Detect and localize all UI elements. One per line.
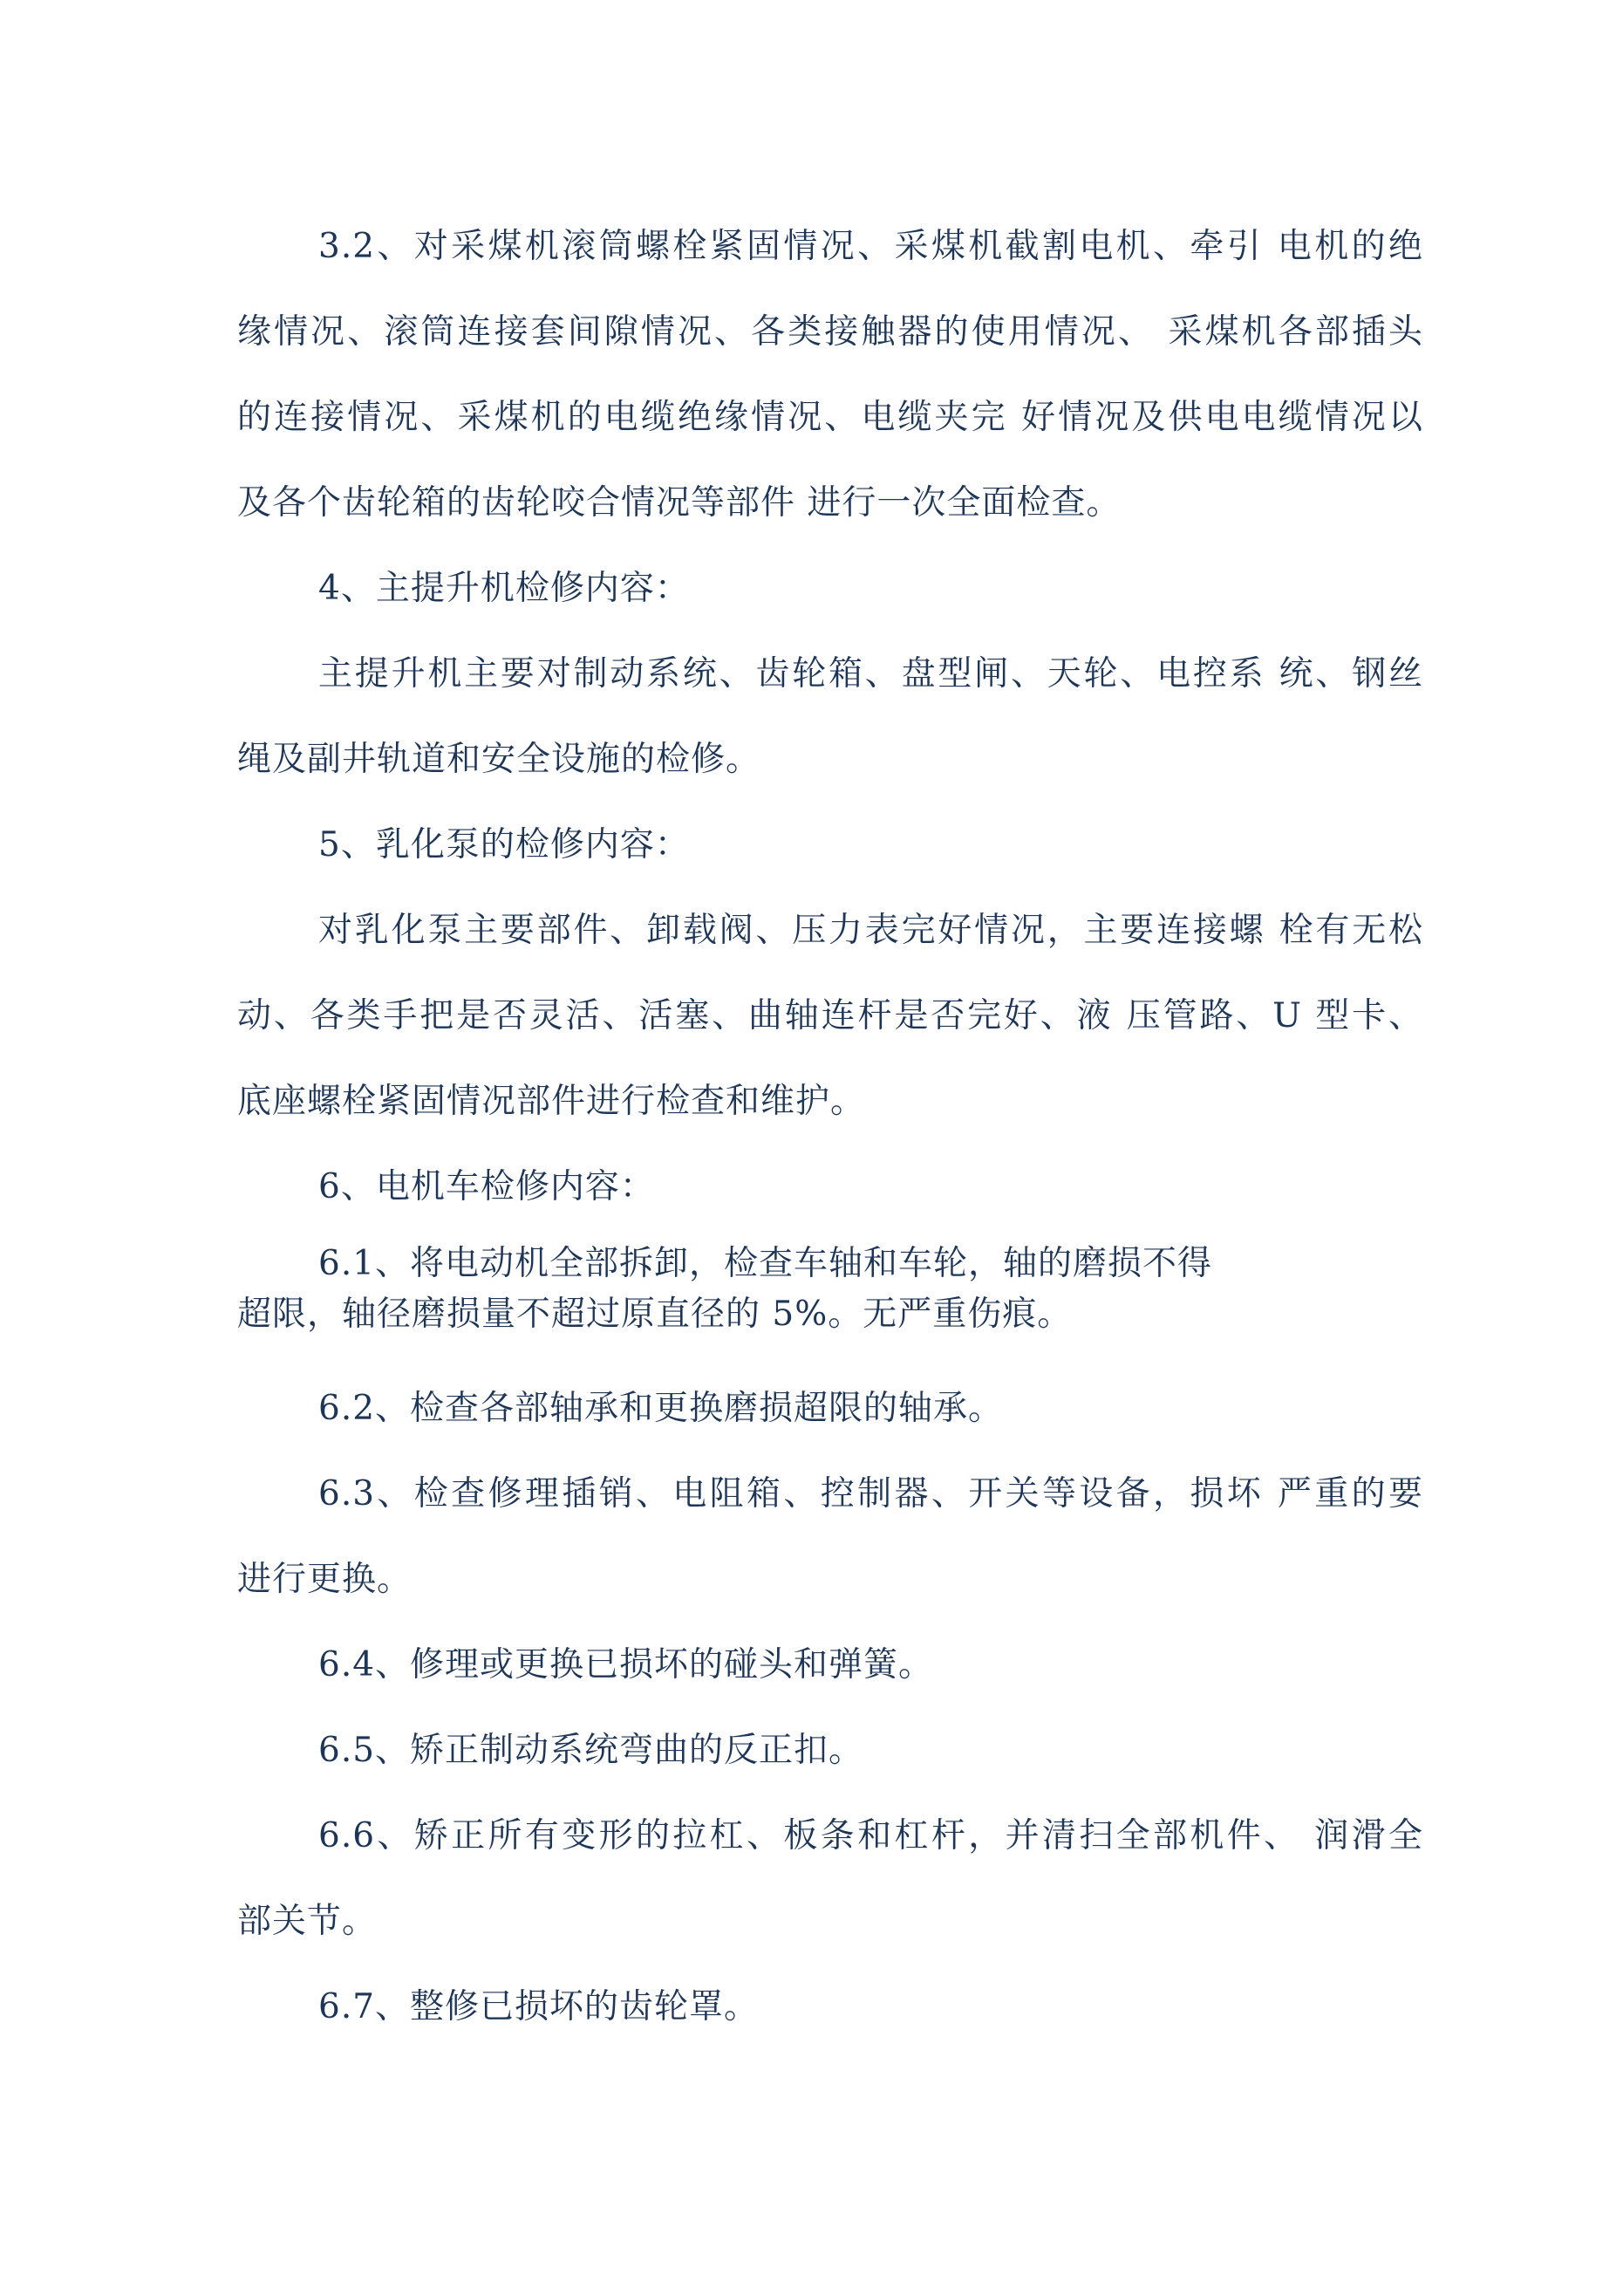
text-line: 3.2、对采煤机滚筒螺栓紧固情况、采煤机截割电机、牵引 电机的绝 xyxy=(318,227,1423,266)
text-line: 6.7、整修已损坏的齿轮罩。 xyxy=(318,1987,760,2026)
text-line: 6.2、检查各部轴承和更换磨损超限的轴承。 xyxy=(318,1389,1004,1428)
text-line: 的连接情况、采煤机的电缆绝缘情况、电缆夹完 好情况及供电电缆情况以 xyxy=(237,398,1423,437)
text-line: 6.6、矫正所有变形的拉杠、板条和杠杆，并清扫全部机件、 润滑全 xyxy=(318,1816,1423,1855)
text-line: 部关节。 xyxy=(237,1902,378,1941)
text-line: 6.1、将电动机全部拆卸，检查车轴和车轮，轴的磨损不得 xyxy=(318,1244,1213,1283)
section-heading: 5、乳化泵的检修内容： xyxy=(318,825,690,864)
section-heading: 4、主提升机检修内容： xyxy=(318,569,690,608)
text-line: 对乳化泵主要部件、卸载阀、压力表完好情况，主要连接螺 栓有无松 xyxy=(318,911,1423,950)
text-line: 绳及副井轨道和安全设施的检修。 xyxy=(237,740,761,779)
text-line: 动、各类手把是否灵活、活塞、曲轴连杆是否完好、液 压管路、U 型卡、 xyxy=(237,996,1423,1035)
text-line: 进行更换。 xyxy=(237,1560,413,1599)
text-line: 主提升机主要对制动系统、齿轮箱、盘型闸、天轮、电控系 统、钢丝 xyxy=(318,654,1423,694)
text-line: 6.5、矫正制动系统弯曲的反正扣。 xyxy=(318,1731,864,1770)
text-line: 6.3、检查修理插销、电阻箱、控制器、开关等设备，损坏 严重的要 xyxy=(318,1474,1423,1514)
text-line: 底座螺栓紧固情况部件进行检查和维护。 xyxy=(237,1082,866,1121)
text-line: 缘情况、滚筒连接套间隙情况、各类接触器的使用情况、 采煤机各部插头 xyxy=(237,312,1423,352)
text-line: 6.4、修理或更换已损坏的碰头和弹簧。 xyxy=(318,1645,934,1684)
text-line: 超限，轴径磨损量不超过原直径的 5%。无严重伤痕。 xyxy=(237,1295,1073,1334)
text-line: 及各个齿轮箱的齿轮咬合情况等部件 进行一次全面检查。 xyxy=(237,483,1122,523)
section-heading: 6、电机车检修内容： xyxy=(318,1167,655,1206)
